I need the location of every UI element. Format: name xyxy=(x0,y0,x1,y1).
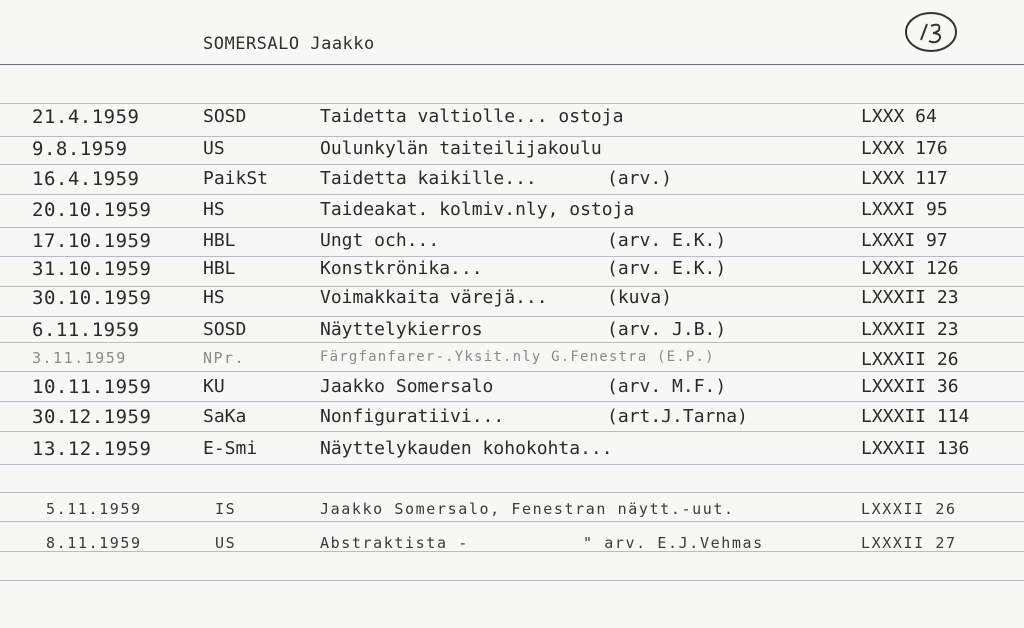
entry-row xyxy=(0,319,1024,349)
entry-ref: LXXXII 23 xyxy=(861,287,959,308)
entry-note: (arv. E.K.) xyxy=(607,230,727,251)
entry-note: (arv. M.F.) xyxy=(607,376,727,397)
circled-number-mark xyxy=(903,8,959,56)
entry-ref: LXXX 176 xyxy=(861,138,948,159)
entry-source: SaKa xyxy=(203,406,247,427)
entry-ref: LXXXII 26 xyxy=(861,349,959,370)
entry-ref: LXXXI 95 xyxy=(861,199,948,220)
entry-date: 17.10.1959 xyxy=(32,230,152,252)
entry-source: SOSD xyxy=(203,106,247,127)
entry-date: 20.10.1959 xyxy=(32,199,152,221)
entry-source: US xyxy=(203,138,225,159)
entry-row xyxy=(0,376,1024,406)
entry-note: (arv. E.K.) xyxy=(607,258,727,279)
entry-source: E-Smi xyxy=(203,438,258,459)
entry-note: (kuva) xyxy=(607,287,673,308)
entry-title: Abstraktista - xyxy=(320,534,469,552)
entry-source: IS xyxy=(215,500,237,518)
entry-row-late xyxy=(0,534,1024,564)
entry-title: Näyttelykauden kohokohta... xyxy=(320,438,613,459)
entry-date: 16.4.1959 xyxy=(32,168,140,190)
entry-date: 10.11.1959 xyxy=(32,376,152,398)
entry-title: Taidetta valtiolle... ostoja xyxy=(320,106,624,127)
entry-row xyxy=(0,168,1024,198)
entry-date: 3.11.1959 xyxy=(32,349,127,367)
entry-row xyxy=(0,138,1024,168)
entry-note: " arv. E.J.Vehmas xyxy=(583,534,764,552)
entry-title: Ungt och... xyxy=(320,230,440,251)
entry-date: 30.10.1959 xyxy=(32,287,152,309)
entry-row xyxy=(0,199,1024,229)
card-title: SOMERSALO Jaakko xyxy=(203,34,375,54)
entry-row-faint xyxy=(0,349,1024,379)
entry-date: 8.11.1959 xyxy=(46,534,142,552)
entry-source: KU xyxy=(203,376,225,397)
header-rule xyxy=(0,64,1024,65)
entry-title: Jaakko Somersalo, Fenestran näytt.-uut. xyxy=(320,500,735,518)
entry-source: US xyxy=(215,534,237,552)
entry-source: HBL xyxy=(203,258,236,279)
entry-row xyxy=(0,230,1024,260)
entry-source: PaikSt xyxy=(203,168,269,189)
entry-source: SOSD xyxy=(203,319,247,340)
ruled-line xyxy=(0,136,1024,137)
entry-ref: LXXXI 97 xyxy=(861,230,948,251)
entry-title: Näyttelykierros xyxy=(320,319,483,340)
entry-ref: LXXXII 36 xyxy=(861,376,959,397)
entry-date: 31.10.1959 xyxy=(32,258,152,280)
entry-row xyxy=(0,258,1024,288)
entry-ref: LXXX 64 xyxy=(861,106,937,127)
entry-date: 6.11.1959 xyxy=(32,319,140,341)
entry-date: 21.4.1959 xyxy=(32,106,140,128)
entry-source: HBL xyxy=(203,230,236,251)
entry-ref: LXXXII 23 xyxy=(861,319,959,340)
entry-note: (arv. J.B.) xyxy=(607,319,727,340)
entry-title: Jaakko Somersalo xyxy=(320,376,494,397)
entry-row xyxy=(0,438,1024,468)
entry-date: 9.8.1959 xyxy=(32,138,128,160)
entry-row xyxy=(0,287,1024,317)
entry-date: 13.12.1959 xyxy=(32,438,152,460)
entry-ref: LXXXII 136 xyxy=(861,438,970,459)
entry-row xyxy=(0,406,1024,436)
entry-row-late xyxy=(0,500,1024,530)
entry-title: Nonfiguratiivi... xyxy=(320,406,505,427)
entry-title: Oulunkylän taiteilijakoulu xyxy=(320,138,602,159)
entry-ref: LXXXII 27 xyxy=(861,534,957,552)
entry-title: Voimakkaita värejä... xyxy=(320,287,548,308)
ruled-line xyxy=(0,580,1024,581)
entry-ref: LXXXII 114 xyxy=(861,406,970,427)
entry-date: 5.11.1959 xyxy=(46,500,142,518)
entry-ref: LXXXI 126 xyxy=(861,258,959,279)
entry-source: HS xyxy=(203,287,225,308)
entry-title: Konstkrönika... xyxy=(320,258,483,279)
entry-source: HS xyxy=(203,199,225,220)
ruled-line xyxy=(0,103,1024,104)
entry-ref: LXXX 117 xyxy=(861,168,948,189)
card-number-handwritten xyxy=(903,8,959,56)
entry-title: Taidetta kaikille... xyxy=(320,168,537,189)
entry-title: Färgfanfarer-.Yksit.nly G.Fenestra (E.P.) xyxy=(320,349,715,365)
entry-source: NPr. xyxy=(203,349,246,367)
ruled-line xyxy=(0,492,1024,493)
entry-title: Taideakat. kolmiv.nly, ostoja xyxy=(320,199,635,220)
entry-date: 30.12.1959 xyxy=(32,406,152,428)
entry-row xyxy=(0,106,1024,136)
entry-ref: LXXXII 26 xyxy=(861,500,957,518)
entry-note: (art.J.Tarna) xyxy=(607,406,748,427)
entry-note: (arv.) xyxy=(607,168,673,189)
